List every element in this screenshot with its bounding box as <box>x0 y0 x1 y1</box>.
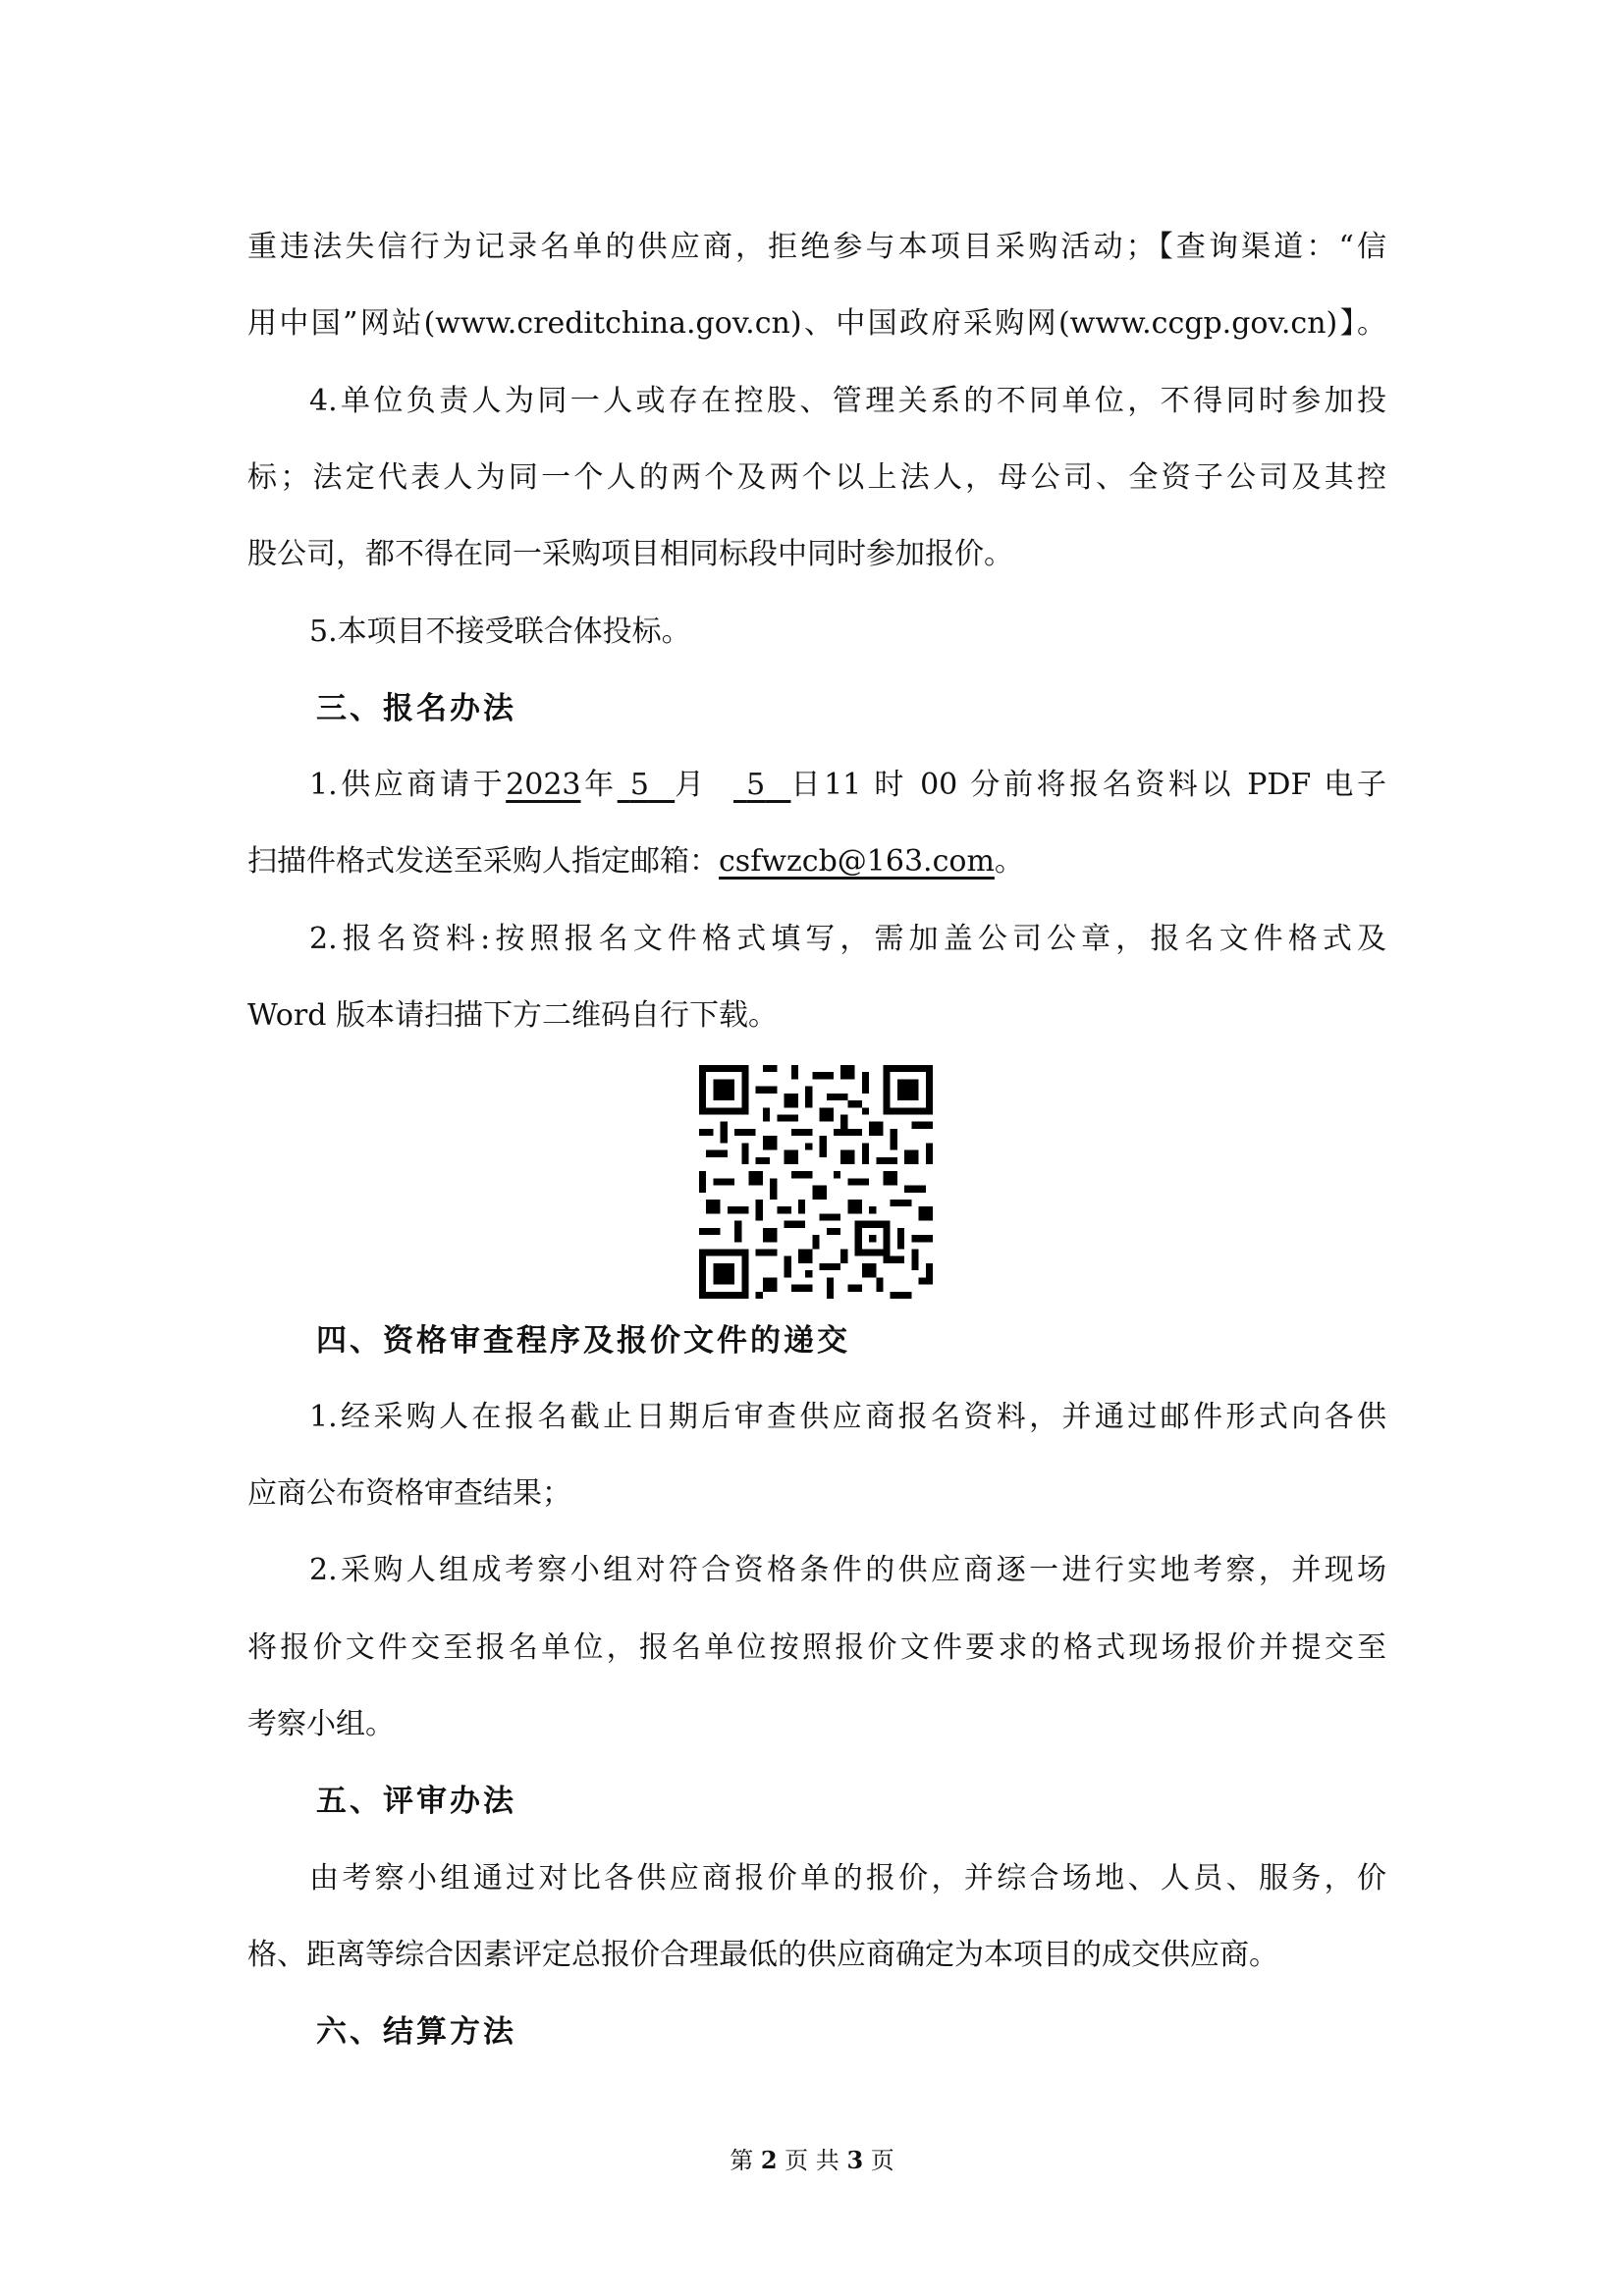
paragraph-line: 用中国”网站(www.creditchina.gov.cn)、中国政府采购网(www.ccgp.gov.cn)】。 <box>247 306 1386 341</box>
registration-materials-line: 2.报名资料:按照报名文件格式填写，需加盖公司公章，报名文件格式及 <box>309 922 1386 956</box>
current-page-number: 2 <box>760 2146 778 2174</box>
registration-deadline-line: 1.供应商请于2023年 5 月 5 日11 时 00 分前将报名资料以 PDF 电子 <box>309 768 1386 802</box>
clause-4-line: 股公司，都不得在同一采购项目相同标段中同时参加报价。 <box>247 537 1013 571</box>
review-line: 应商公布资格审查结果； <box>247 1476 571 1511</box>
year-field: 2023 <box>506 768 581 802</box>
day-field: 5 <box>746 768 766 802</box>
month-field: 5 <box>629 768 649 802</box>
evaluation-line: 格、距离等综合因素评定总报价合理最低的供应商确定为本项目的成交供应商。 <box>247 1938 1278 1972</box>
total-page-number: 3 <box>846 2146 864 2174</box>
review-line: 1.经采购人在报名截止日期后审查供应商报名资料，并通过邮件形式向各供 <box>309 1400 1386 1434</box>
inspection-line: 2.采购人组成考察小组对符合资格条件的供应商逐一进行实地考察，并现场 <box>309 1553 1386 1587</box>
section-heading: 四、资格审查程序及报价文件的递交 <box>316 1323 850 1359</box>
registration-materials-line: Word 版本请扫描下方二维码自行下载。 <box>247 998 778 1033</box>
qr-code <box>699 1065 933 1299</box>
inspection-line: 将报价文件交至报名单位，报名单位按照报价文件要求的格式现场报价并提交至 <box>247 1630 1386 1665</box>
registration-email-line: 扫描件格式发送至采购人指定邮箱：csfwzcb@163.com。 <box>247 844 1024 879</box>
clause-5: 5.本项目不接受联合体投标。 <box>309 614 691 649</box>
section-heading: 三、报名办法 <box>316 691 516 726</box>
email-link[interactable]: csfwzcb@163.com <box>719 844 995 879</box>
section-heading: 六、结算方法 <box>316 2014 516 2050</box>
inspection-line: 考察小组。 <box>247 1707 395 1741</box>
clause-4-line: 4.单位负责人为同一人或存在控股、管理关系的不同单位，不得同时参加投 <box>309 384 1386 418</box>
paragraph-line: 重违法失信行为记录名单的供应商，拒绝参与本项目采购活动；【查询渠道：“信 <box>247 230 1386 264</box>
clause-4-line: 标；法定代表人为同一个人的两个及两个以上法人，母公司、全资子公司及其控 <box>247 460 1386 495</box>
page-footer: 第 2 页 共 3 页 <box>730 2146 894 2174</box>
evaluation-line: 由考察小组通过对比各供应商报价单的报价，并综合场地、人员、服务，价 <box>309 1861 1386 1896</box>
section-heading: 五、评审办法 <box>316 1784 516 1819</box>
